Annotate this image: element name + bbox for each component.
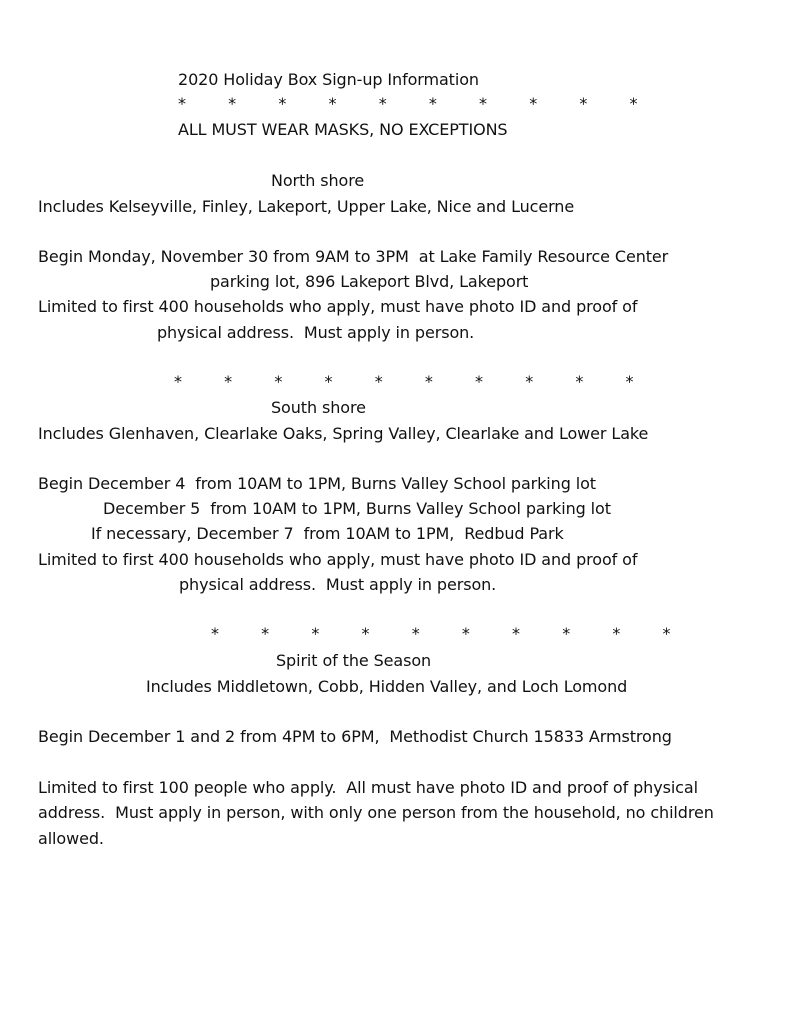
spirit-heading: Spirit of the Season (276, 651, 432, 670)
north-shore-limit: Limited to first 400 households who apply, must have photo ID and proof of (38, 297, 638, 316)
south-shore-includes: Includes Glenhaven, Clearlake Oaks, Spring Valley, Clearlake and Lower Lake (38, 424, 649, 443)
south-shore-limit: Limited to first 400 households who apply, must have photo ID and proof of (38, 550, 638, 569)
spirit-limit: Limited to first 100 people who apply. All must have photo ID and proof of physical (38, 778, 698, 797)
star-divider: * * * * * * * * * * (174, 372, 634, 391)
document-title: 2020 Holiday Box Sign-up Information (178, 70, 479, 89)
north-shore-heading: North shore (271, 171, 365, 190)
north-shore-limit-cont: physical address. Must apply in person. (157, 323, 475, 342)
spirit-begin: Begin December 1 and 2 from 4PM to 6PM, Methodist Church 15833 Armstrong (38, 727, 672, 746)
masks-notice: ALL MUST WEAR MASKS, NO EXCEPTIONS (178, 120, 508, 139)
south-shore-limit-cont: physical address. Must apply in person. (179, 575, 497, 594)
star-divider: * * * * * * * * * * (178, 94, 638, 113)
north-shore-includes: Includes Kelseyville, Finley, Lakeport, Upper Lake, Nice and Lucerne (38, 197, 575, 216)
north-shore-location: parking lot, 896 Lakeport Blvd, Lakeport (210, 272, 529, 291)
south-shore-date-2: December 5 from 10AM to 1PM, Burns Valley School parking lot (103, 499, 611, 518)
south-shore-date-3: If necessary, December 7 from 10AM to 1PM, Redbud Park (91, 524, 564, 543)
south-shore-heading: South shore (271, 398, 366, 417)
spirit-limit-cont: address. Must apply in person, with only one person from the household, no children (38, 803, 714, 822)
spirit-includes: Includes Middletown, Cobb, Hidden Valley, and Loch Lomond (146, 677, 628, 696)
spirit-limit-end: allowed. (38, 829, 104, 848)
star-divider: * * * * * * * * * * (211, 624, 671, 643)
south-shore-date-1: Begin December 4 from 10AM to 1PM, Burns Valley School parking lot (38, 474, 596, 493)
north-shore-begin: Begin Monday, November 30 from 9AM to 3PM at Lake Family Resource Center (38, 247, 669, 266)
